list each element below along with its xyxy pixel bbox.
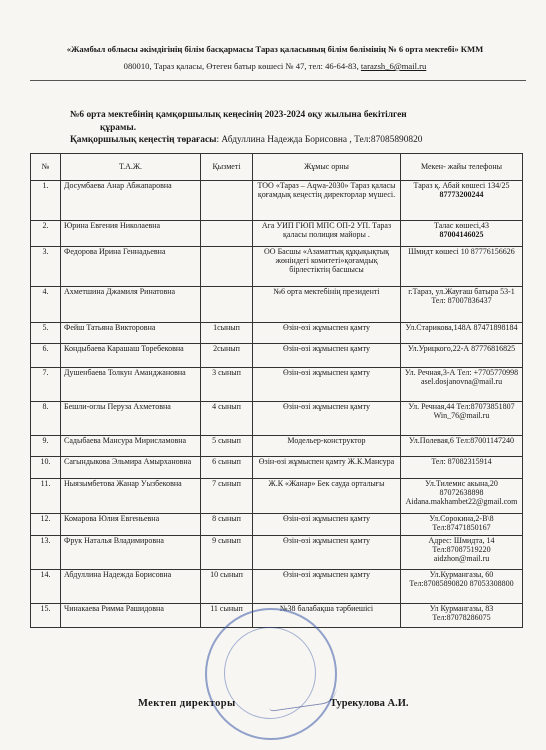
table-row [31, 479, 523, 514]
member-address-text: Шмидт көшесі 10 87776156626 [408, 247, 515, 256]
member-address [401, 323, 523, 344]
director-position: Мектеп директоры [138, 698, 236, 709]
row-number-text: 1. [42, 181, 49, 190]
member-name-text: Садыбаева Мансура Мирисламовна [64, 436, 187, 445]
document-title: №6 орта мектебінің қамқоршылық кеңесінің 2023-2024 оқу жылына бекітілген [70, 110, 407, 120]
member-workplace [253, 221, 401, 247]
table-header-row [31, 154, 523, 181]
table-row [31, 536, 523, 570]
member-name [61, 287, 201, 323]
member-address-text: Ул.Тилемис акына,20 87072638898 Aidana.makhambet22@gmail.com [405, 479, 518, 507]
member-address-text: Ул. Речная,44 Тел:87073851807 Win_76@mail.ru [408, 402, 515, 421]
member-address-text: Ул.Курмангазы, 60 Тел:87085890820 87053308800 [409, 570, 514, 589]
member-role [201, 457, 253, 479]
table-row [31, 287, 523, 323]
chair-line [70, 135, 422, 145]
col-number-header: № [31, 154, 61, 181]
member-workplace [253, 479, 401, 514]
table-row [31, 514, 523, 536]
member-name [61, 514, 201, 536]
table-row [31, 344, 523, 368]
member-name [61, 344, 201, 368]
row-number [31, 181, 61, 221]
table-row [31, 436, 523, 457]
member-role [201, 570, 253, 604]
member-workplace [253, 287, 401, 323]
member-address [401, 402, 523, 436]
member-workplace-text: Өзін-өзі жұмыспен қамту Ж.К.Мансура [258, 457, 395, 466]
table-row [31, 247, 523, 287]
row-number-text: 3. [42, 247, 49, 256]
row-number [31, 436, 61, 457]
member-name-text: Ныязымбетова Жанар Уызбековна [64, 479, 182, 488]
member-name [61, 604, 201, 628]
member-address [401, 287, 523, 323]
member-name-text: Душенбаева Толкун Аманджановна [64, 368, 186, 377]
member-name [61, 457, 201, 479]
member-workplace-text: Өзін-өзі жұмыспен қамту [282, 344, 370, 353]
member-name-text: Чинакаева Римма Рашидовна [64, 604, 164, 613]
member-address-text: Тараз қ. Абай көшесі 134/25 [413, 181, 510, 190]
member-name-text: Сагындыкова Эльмира Амырхановна [64, 457, 192, 466]
row-number-text: 9. [42, 436, 49, 445]
member-workplace-text: №38 балабақша тәрбиешісі [279, 604, 374, 613]
member-role [201, 287, 253, 323]
member-address [401, 536, 523, 570]
member-workplace [253, 457, 401, 479]
member-name-text: Фрук Наталья Владимировна [64, 536, 164, 545]
member-workplace [253, 344, 401, 368]
chair-value: : Абдуллина Надежда Борисовна , Тел:87085890820 [216, 135, 423, 145]
member-role [201, 479, 253, 514]
row-number [31, 402, 61, 436]
member-role-text: 7 сынып [212, 479, 241, 488]
member-name [61, 536, 201, 570]
table-row [31, 221, 523, 247]
member-name [61, 247, 201, 287]
table-row [31, 181, 523, 221]
member-workplace [253, 323, 401, 344]
member-name-text: Бешли-оглы Перуза Ахметовна [64, 402, 171, 411]
row-number [31, 247, 61, 287]
member-name-text: Досумбаева Анар Абжапаровна [64, 181, 172, 190]
row-number [31, 344, 61, 368]
director-name: Турекулова А.И. [330, 698, 409, 709]
member-name-text: Комарова Юлия Евгеньевна [64, 514, 160, 523]
member-role [201, 436, 253, 457]
member-name [61, 436, 201, 457]
row-number [31, 479, 61, 514]
member-address-text: Адрес: Шмидта, 14 Тел:87087519220 aidzhon@mail.ru [428, 536, 495, 564]
member-workplace-text: Өзін-өзі жұмыспен қамту [282, 514, 370, 523]
member-phone: 87004146025 [439, 230, 484, 240]
member-address [401, 247, 523, 287]
member-address [401, 344, 523, 368]
row-number [31, 287, 61, 323]
member-role-text: 5 сынып [212, 436, 241, 445]
member-address-text: Ул. Речная,3-А Тел: +7705770998 asel.dosjanovna@mail.ru [404, 368, 519, 387]
member-role [201, 323, 253, 344]
row-number-text: 14. [40, 570, 51, 579]
organization-line: «Жамбыл облысы әкімдігінің білім басқармасы Тараз қаласының білім бөлімінің № 6 орта мектебі» КММ [66, 44, 484, 54]
member-role-text: 10 сынып [210, 570, 243, 579]
member-role-text: 4 сынып [212, 402, 241, 411]
member-workplace [253, 436, 401, 457]
member-role [201, 247, 253, 287]
member-workplace-text: Өзін-өзі жұмыспен қамту [282, 402, 370, 411]
member-address [401, 604, 523, 628]
member-address [401, 368, 523, 402]
member-name-text: Абдуллина Надежда Борисовна [64, 570, 172, 579]
row-number-text: 4. [42, 287, 49, 296]
member-workplace [253, 536, 401, 570]
member-role-text: 11 сынып [210, 604, 243, 613]
member-phone: 87773200244 [439, 190, 484, 200]
email-link[interactable]: tarazsh_6@mail.ru [360, 61, 427, 71]
row-number [31, 514, 61, 536]
member-address [401, 457, 523, 479]
member-workplace [253, 570, 401, 604]
member-role [201, 221, 253, 247]
member-name [61, 570, 201, 604]
col-work-header: Жұмыс орны [253, 154, 401, 181]
row-number-text: 13. [40, 536, 51, 545]
row-number [31, 323, 61, 344]
member-role-text: 9 сынып [212, 536, 241, 545]
member-workplace [253, 402, 401, 436]
row-number-text: 7. [42, 368, 49, 377]
row-number-text: 2. [42, 221, 49, 230]
table-row [31, 323, 523, 344]
member-address [401, 436, 523, 457]
header-divider [30, 80, 526, 81]
member-address-text: г.Тараз, ул.Жауғаш батыра 53-1 Тел: 87007836437 [408, 287, 515, 306]
member-name [61, 479, 201, 514]
member-workplace-text: Өзін-өзі жұмыспен қамту [282, 570, 370, 579]
member-address-text: Ул.Старикова,148А 87471898184 [405, 323, 518, 332]
document-title-continued: құрамы. [100, 123, 137, 133]
member-name-text: Фейш Татьяна Викторовна [64, 323, 156, 332]
row-number-text: 8. [42, 402, 49, 411]
member-role-text: 1сынып [213, 323, 240, 332]
table-row [31, 368, 523, 402]
member-address-text: Ул.Сорокина,2-В\8 Тел:87471850167 [429, 514, 494, 533]
address-line [60, 61, 490, 72]
member-workplace-text: Өзін-өзі жұмыспен қамту [282, 323, 370, 332]
member-name [61, 368, 201, 402]
member-role [201, 344, 253, 368]
member-name-text: Юрина Евгения Николаевна [64, 221, 161, 230]
member-address-text: Тел: 87082315914 [431, 457, 492, 466]
member-role-text: 6 сынып [212, 457, 241, 466]
member-address-text: Талас көшесі,43 [434, 221, 489, 230]
member-workplace-text: №6 орта мектебінің президенті [273, 287, 380, 296]
member-address [401, 570, 523, 604]
col-name-header: Т.А.Ж. [61, 154, 201, 181]
member-role [201, 514, 253, 536]
member-role [201, 402, 253, 436]
member-name [61, 181, 201, 221]
member-name-text: Федорова Ирина Геннадьевна [64, 247, 166, 256]
member-address [401, 514, 523, 536]
col-address-header: Мекен- жайы телефоны [401, 154, 523, 181]
member-name-text: Ахметшина Джамиля Ринатовна [64, 287, 176, 296]
row-number [31, 368, 61, 402]
member-role-text: 8 сынып [212, 514, 241, 523]
member-workplace-text: Ж.К «Жанар» Бек сауда орталығы [268, 479, 385, 488]
member-workplace-text: Ага УИП ГЮП МПС ОП-2 УП. Тараз қаласы полиция майоры . [261, 221, 392, 240]
member-workplace [253, 181, 401, 221]
row-number [31, 604, 61, 628]
row-number [31, 457, 61, 479]
member-workplace [253, 514, 401, 536]
member-address-text: Ул Курмангазы, 83 Тел:87078286075 [429, 604, 494, 623]
member-role [201, 536, 253, 570]
row-number [31, 221, 61, 247]
row-number [31, 570, 61, 604]
member-address [401, 181, 523, 221]
table-row [31, 457, 523, 479]
row-number-text: 5. [42, 323, 49, 332]
member-name [61, 323, 201, 344]
row-number-text: 10. [40, 457, 51, 466]
member-workplace-text: Өзін-өзі жұмыспен қамту [282, 536, 370, 545]
member-role-text: 2сынып [213, 344, 240, 353]
row-number [31, 536, 61, 570]
row-number-text: 6. [42, 344, 49, 353]
col-role-header: Қызметі [201, 154, 253, 181]
member-address-text: Ул.Полевая,6 Тел:87001147240 [409, 436, 514, 445]
member-role [201, 368, 253, 402]
row-number-text: 12. [40, 514, 51, 523]
address-text: 080010, Тараз қаласы, Өтеген батыр көшесі № 47, тел: 46-64-83, [123, 61, 359, 71]
member-address [401, 479, 523, 514]
member-role-text: 3 сынып [212, 368, 241, 377]
member-workplace-text: ТОО «Тараз – Aqwa-2030» Тараз қаласы қоғамдық кеңестің директорлар мүшесі. [257, 181, 396, 200]
member-workplace-text: ОО Басшы «Азаматтық құқықықтық жөніндегі комитеті»қоғамдық бірлестіктің басшысы [264, 247, 389, 275]
table-row [31, 402, 523, 436]
chair-label: Қамқоршылық кеңестің төрағасы [70, 135, 217, 145]
member-name [61, 402, 201, 436]
member-address-text: Ул.Урицкого,22-А 87776816825 [407, 344, 516, 353]
row-number-text: 15. [40, 604, 51, 613]
member-role [201, 181, 253, 221]
row-number-text: 11. [40, 479, 51, 488]
member-address [401, 221, 523, 247]
member-workplace [253, 247, 401, 287]
council-members-table [30, 153, 523, 628]
table-row [31, 570, 523, 604]
member-workplace-text: Өзін-өзі жұмыспен қамту [282, 368, 370, 377]
member-name [61, 221, 201, 247]
table-body [31, 181, 523, 628]
member-workplace [253, 368, 401, 402]
member-workplace-text: Модельер-конструктор [287, 436, 366, 445]
member-name-text: Кондыбаева Карашаш Торебековна [64, 344, 184, 353]
